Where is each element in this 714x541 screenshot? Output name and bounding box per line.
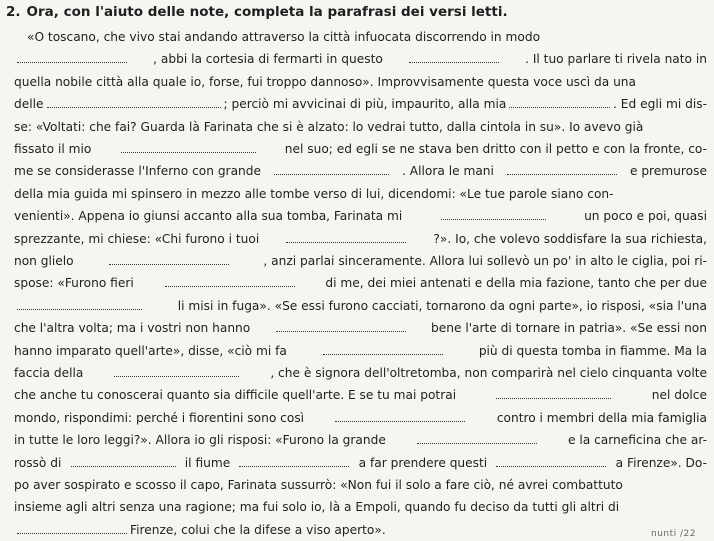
text-line [14,160,707,182]
answer-blank[interactable] [323,345,443,355]
line-text: . Ed egli mi dis- [613,97,707,112]
line-text: in tutte le loro leggi?». Allora io gli risposi: «Furono la grande [14,433,386,448]
line-text: delle [14,97,44,112]
line-text: che anche tu conoscerai quanto sia difficile quell'arte. E se tu mai potrai [14,388,457,403]
text-line [14,205,707,227]
line-text: . Allora le mani [402,164,494,179]
line-text: ?». Io, che volevo soddisfare la sua richiesta, [433,231,707,246]
line-text: della mia guida mi spinsero in mezzo alle tombe verso di lui, dicendomi: «Le tue parole siano con- [14,186,614,201]
line-text: più di questa tomba in fiamme. Ma la [478,343,707,358]
text-line [14,71,707,93]
line-text: , che è signora dell'oltretomba, non comparirà nel cielo cinquanta volte [270,366,707,380]
text-line [14,429,707,451]
exercise-heading [6,2,706,22]
text-line [14,228,707,250]
answer-blank[interactable] [114,367,239,377]
text-line [14,183,707,205]
line-text: nel dolce [651,388,707,403]
line-text: , anzi parlai sinceramente. Allora lui sollevò un po' in alto le ciglia, poi ri- [263,254,707,268]
text-line [14,93,707,115]
text-line [14,272,707,294]
answer-blank[interactable] [274,165,389,175]
answer-blank[interactable] [121,143,256,153]
text-line [14,362,707,384]
answer-blank[interactable] [165,277,295,287]
exercise-number: 2. [6,4,21,20]
text-line [14,116,707,138]
answer-blank[interactable] [507,165,617,175]
line-text: a far prendere questi [358,455,488,470]
line-text: faccia della [14,366,84,380]
text-line [14,48,707,70]
line-text: mondo, rispondimi: perché i fiorentini sono così [14,410,305,425]
line-text: di me, dei miei antenati e della mia fazione, tanto che per due [325,276,707,291]
answer-blank[interactable] [335,412,465,422]
line-text: quella nobile città alla quale io, forse, fui troppo dannoso». Improvvisamente questa voce uscì da una [14,74,636,89]
line-text: e premurose [629,164,707,179]
text-line [14,407,707,429]
line-text: il fiume [184,455,231,470]
answer-blank[interactable] [239,457,349,467]
line-text: me se considerasse l'Inferno con grande [14,164,261,179]
answer-blank[interactable] [47,98,221,108]
line-text: «O toscano, che vivo stai andando attraverso la città infuocata discorrendo in modo [27,30,541,44]
line-text: rossò di [14,455,62,470]
answer-blank[interactable] [409,53,499,63]
answer-blank[interactable] [17,53,127,63]
line-text: bene l'arte di tornare in patria». «Se essi non [430,321,707,336]
text-line [14,384,707,406]
line-text: insieme agli altri senza una ragione; ma fui solo io, là a Empoli, quando fu deciso da tutti gli altri di [14,500,620,515]
text-line [14,452,707,474]
exercise-instruction: Ora, con l'aiuto delle note, completa la parafrasi dei versi letti. [26,4,508,20]
answer-blank[interactable] [496,457,606,467]
text-line [14,138,707,160]
line-text: , abbi la cortesia di fermarti in questo [153,52,383,67]
line-text: contro i membri della mia famiglia [496,410,707,425]
answer-blank[interactable] [441,210,546,220]
line-text: po aver sospirato e scosso il capo, Farinata sussurrò: «Non fui il solo a fare ciò, né avrei combattuto [14,478,623,492]
page-tag: nunti /22 [651,529,696,539]
line-text: spose: «Furono fieri [14,276,134,291]
line-text: se: «Voltati: che fai? Guarda là Farinata che si è alzato: lo vedrai tutto, dalla cintola in su». Io avevo già [14,119,644,134]
answer-blank[interactable] [496,389,611,399]
line-text: nel suo; ed egli se ne stava ben dritto con il petto e con la fronte, co- [284,142,707,156]
text-line [14,317,707,339]
line-text: non glielo [14,254,74,268]
text-line [27,26,707,48]
answer-blank[interactable] [109,255,229,265]
line-text: che l'altra volta; ma i vostri non hanno [14,321,251,336]
text-line [14,250,707,272]
line-text: sprezzante, mi chiese: «Chi furono i tuoi [14,231,260,246]
answer-blank[interactable] [17,300,142,310]
answer-blank[interactable] [417,434,537,444]
answer-blank[interactable] [509,98,610,108]
text-line [14,474,707,496]
text-line [14,340,707,362]
text-line [14,496,707,518]
line-text: a Firenze». Do- [615,455,707,470]
answer-blank[interactable] [17,524,127,534]
line-text: hanno imparato quell'arte», disse, «ciò mi fa [14,343,287,358]
line-text: . Il tuo parlare ti rivela nato in [525,52,707,67]
line-text: ; perciò mi avvicinai di più, impaurito, alla mia [223,97,507,112]
text-line [14,295,707,317]
answer-blank[interactable] [71,457,176,467]
line-text: un poco e poi, quasi [584,209,707,224]
text-line [14,519,707,541]
line-text: venienti». Appena io giunsi accanto alla sua tomba, Farinata mi [14,209,403,224]
answer-blank[interactable] [286,233,406,243]
line-text: e la carneficina che ar- [567,433,707,448]
line-text: fissato il mio [14,142,92,156]
answer-blank[interactable] [276,322,406,332]
line-text: Firenze, colui che la difese a viso aperto». [130,522,386,537]
line-text: li misi in fuga». «Se essi furono cacciati, tornarono da ogni parte», io risposi, «sia l'una [177,298,707,313]
